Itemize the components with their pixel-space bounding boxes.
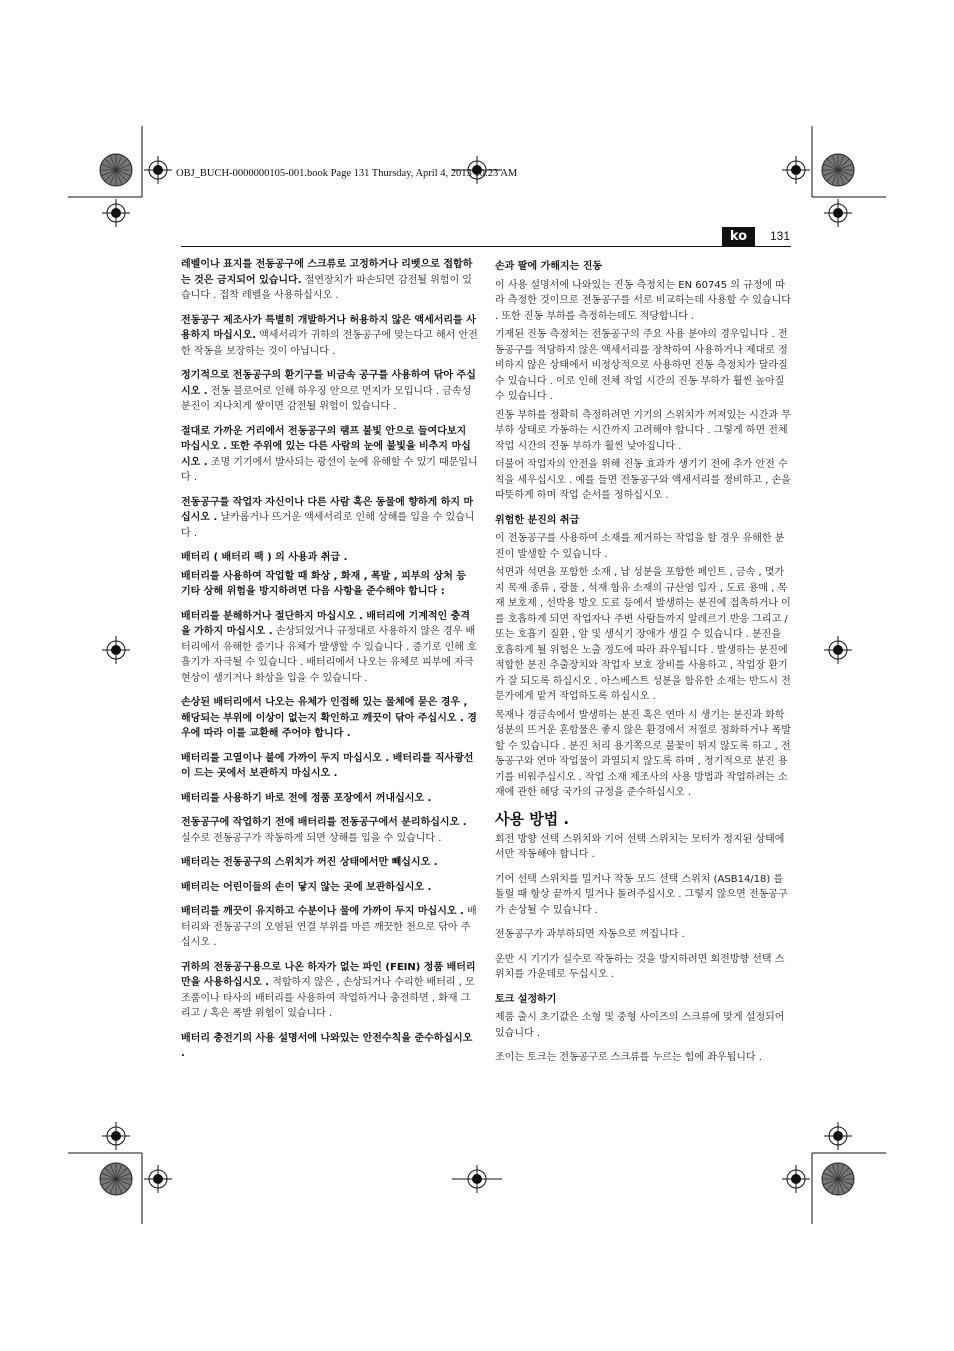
paragraph <box>181 695 479 742</box>
body-text: 석면과 석면을 포함한 소재 , 납 성분을 포함한 페인트 , 금속 , 몇가지 목재 종류 , 광물 , 석재 함유 소재의 규산염 입자 , 도료 용매 , 목재 보호제 , 선박용 방오 도료 등에서 발생하는 분진에 접촉하거나 이를 호흡하게 되면 작업자나 주변 사람들까지 알레르기 반응 그리고 / 또는 호흡기 질환 , 암 및 생식기 장애가 생길 수 있습니다 . 분진을 호흡하게 될 위험은 노출 정도에 따라 좌우됩니다 . 발생하는 분진에 적합한 분진 추출장치와 작업자 보호 장비를 사용하고 , 작업장 환기가 잘 되도록 하십시오 . 아스베스트 성분을 함유한 소재는 반드시 전문가에게 맡겨 작업하도록 하십시오 . <box>495 567 791 702</box>
paragraph <box>495 1050 791 1066</box>
paragraph <box>495 408 791 455</box>
bold-lead: 전동공구 제조사가 특별히 개발하거나 허용하지 않은 액세서리를 사용하지 마십시오. <box>181 314 476 341</box>
body-text: 전동공구가 과부하되면 자동으로 꺼집니다 . <box>495 929 685 940</box>
bold-lead: 배터리를 분해하거나 절단하지 마십시오 . 배터리에 기계적인 충격을 가하지 마십시오 . <box>181 610 470 637</box>
paragraph <box>495 457 791 504</box>
body-text: 손상되었거나 규정대로 사용하지 않은 경우 배터리에서 유해한 증기나 유체가 발생할 수 있습니다 . 증기로 인해 호흡기가 자극될 수 있습니다 . 배터리에서 나오는 유체로 피부에 자극 현상이 생기거나 화상을 입을 수 있습니다 . <box>181 626 477 684</box>
left-column <box>181 257 479 1071</box>
paragraph <box>181 495 479 542</box>
body-text: 제품 출시 초기값은 소형 및 중형 사이즈의 스크류에 맞게 설정되어 있습니다 . <box>495 1012 785 1039</box>
paragraph <box>181 815 479 846</box>
paragraph <box>495 832 791 863</box>
section-heading: 토크 설정하기 <box>495 993 557 1005</box>
body-text: 기재된 진동 측정치는 전동공구의 주요 사용 분야의 경우입니다 . 전동공구를 적당하지 않은 액세서리를 장착하여 사용하거나 제대로 정비하지 않은 상태에서 비정상적으로 사용하면 진동 측정치가 달라질 수 있습니다 . 이로 인해 전체 작업 시간의 진동 부하가 훨씬 높아질 수 있습니다 . <box>495 329 788 402</box>
bold-lead: 배터리 충전기의 사용 설명서에 나와있는 안전수칙을 준수하십시오 . <box>181 1032 473 1059</box>
body-text: 절연장치가 파손되면 감전될 위험이 있습니다 . 접착 레벨을 사용하십시오 . <box>181 274 472 301</box>
body-text: 회전 방향 선택 스위치와 기어 선택 스위치는 모터가 정지된 상태에서만 작동해야 합니다 . <box>495 833 785 860</box>
body-text: 전동 블로어로 인해 하우징 안으로 먼지가 모입니다 . 금속성 분진이 지나치게 쌓이면 감전될 위험이 있습니다 . <box>181 385 472 412</box>
book-info-line: OBJ_BUCH-0000000105-001.book Page 131 Thursday, April 4, 2013 10:23 AM <box>176 168 518 179</box>
bold-lead: 전동공구를 작업자 자신이나 다른 사람 혹은 동물에 향하게 하지 마십시오 . <box>181 496 474 523</box>
body-text: 운반 시 기기가 실수로 작동하는 것을 방지하려면 회전방향 선택 스위치를 가운데로 두십시오 . <box>495 953 785 980</box>
paragraph <box>495 927 791 943</box>
paragraph <box>495 565 791 705</box>
section-heading: 배터리 ( 배터리 팩 ) 의 사용과 취급 . <box>181 552 348 563</box>
bold-lead: 배터리를 깨끗이 유지하고 수분이나 물에 가까이 두지 마십시오 . <box>181 906 464 917</box>
body-text: 적합하지 않은 , 손상되거나 수리한 배터리 , 모조품이나 타사의 배터리를 사용하여 작업하거나 충전하면 , 화재 그리고 / 혹은 폭발 위험이 있습니다 . <box>181 977 475 1019</box>
paragraph <box>181 960 479 1022</box>
bold-lead: 배터리를 사용하기 바로 전에 정품 포장에서 꺼내십시오 . <box>181 792 432 804</box>
bold-lead: 정기적으로 전동공구의 환기구를 비금속 공구를 사용하여 닦아 주십시오 . <box>181 370 476 397</box>
paragraph <box>181 424 479 486</box>
bold-lead: 전동공구에 작업하기 전에 배터리를 전동공구에서 분리하십시오 . <box>181 817 467 828</box>
paragraph <box>181 313 479 360</box>
paragraph <box>495 278 791 325</box>
paragraph <box>181 880 479 896</box>
bold-lead: 배터리는 어린이들의 손이 닿지 않는 곳에 보관하십시오 . <box>181 881 432 893</box>
body-text: 날카롭거나 뜨거운 액세서리로 인해 상해를 입을 수 있습니다 . <box>181 512 475 539</box>
paragraph <box>181 569 479 600</box>
body-text: 조명 기기에서 발사되는 광선이 눈에 유해할 수 있기 때문입니다 . <box>181 456 478 483</box>
body-text: 기어 선택 스위치를 밀거나 작동 모드 선택 스위치 (ASB14/18) 를 돌릴 때 항상 끝까지 밀거나 돌려주십시오 . 그렇지 않으면 전동공구가 손상될 수 있습니다 . <box>495 873 788 916</box>
paragraph <box>181 1031 479 1062</box>
paragraph <box>181 904 479 951</box>
major-heading: 사용 방법 . <box>495 809 570 828</box>
body-text: 더불어 작업자의 안전을 위해 진동 효과가 생기기 전에 추가 안전 수칙을 세우십시오 . 예를 들면 전동공구와 액세서리를 정비하고 , 손을 따뜻하게 하며 작업 순서를 정하십시오 . <box>495 459 791 501</box>
paragraph <box>495 327 791 405</box>
body-text: 이 사용 설명서에 나와있는 진동 측정치는 EN 60745 의 규정에 따라 측정한 것이므로 전동공구를 서로 비교하는데 사용할 수 있습니다 . 또한 진동 부하를 측정하는데도 적당합니다 . <box>495 279 791 322</box>
paragraph <box>495 531 791 562</box>
paragraph <box>181 751 479 782</box>
bold-lead: 배터리를 고열이나 불에 가까이 두지 마십시오 . 배터리를 직사광선이 드는 곳에서 보관하지 마십시오 . <box>181 752 474 779</box>
bold-lead: 귀하의 전동공구용으로 나온 하자가 없는 파인 (FEIN) 정품 배터리만을 사용하십시오 . <box>181 961 476 988</box>
body-text: 조이는 토크는 전동공구로 스크류를 누르는 힘에 좌우됩니다 . <box>495 1052 762 1063</box>
paragraph <box>495 872 791 919</box>
paragraph <box>495 1010 791 1041</box>
header-rule <box>181 246 791 247</box>
bold-lead: 절대로 가까운 거리에서 전동공구의 램프 불빛 안으로 들여다보지 마십시오 . 또한 주위에 있는 다른 사람의 눈에 불빛을 비추지 마십시오 . <box>181 425 471 468</box>
bold-lead: 레벨이나 표지를 전동공구에 스크류로 고정하거나 리벳으로 접합하는 것은 금지되어 있습니다. <box>181 259 473 286</box>
body-text: 목재나 경금속에서 발생하는 분진 혹은 연마 시 생기는 분진과 화학 성분의 뜨거운 혼합물은 좋지 않은 환경에서 저절로 점화하거나 폭발할 수 있습니다 . 분진 처리 용기쪽으로 불꽃이 튀지 않도록 하고 , 전동공구와 연마 작업물이 과열되지 않도록 하며 , 정기적으로 분진 용기를 비워주십시오 . 작업 소재 제조사의 사용 방법과 작업하려는 소재에 관한 해당 국가의 규정을 준수하십시오 . <box>495 709 791 798</box>
section-heading: 손과 팔에 가해지는 진동 <box>495 261 603 272</box>
bold-lead: 손상된 배터리에서 나오는 유체가 인접해 있는 물체에 묻은 경우 , 해당되는 부위에 이상이 없는지 확인하고 깨끗이 닦아 주십시오 . 경우에 따라 이를 교환해 주어야 합니다 . <box>181 697 477 739</box>
section-heading: 위험한 분진의 취급 <box>495 514 580 526</box>
body-text: 실수로 전동공구가 작동하게 되면 상해를 입을 수 있습니다 . <box>181 832 442 844</box>
language-badge: ko <box>722 227 755 246</box>
paragraph <box>181 368 479 415</box>
body-text: 진동 부하를 정확히 측정하려면 기기의 스위치가 꺼져있는 시간과 무부하 상태로 가동하는 시간까지 고려해야 합니다 . 그렇게 하면 전체 작업 시간의 진동 부하가 훨씬 낮아집니다 . <box>495 409 791 452</box>
paragraph <box>181 609 479 687</box>
page-number: 131 <box>770 229 791 243</box>
bold-lead: 배터리를 사용하여 작업할 때 화상 , 화재 , 폭발 , 피부의 상처 등 기타 상해 위험을 방지하려면 다음 사항을 준수해야 합니다 : <box>181 570 467 597</box>
paragraph <box>181 855 479 871</box>
paragraph <box>181 791 479 807</box>
body-text: 액세서리가 귀하의 전동공구에 맞는다고 해서 안전한 작동을 보장하는 것이 아닙니다 . <box>181 330 478 357</box>
body-text: 이 전동공구를 사용하여 소재를 제거하는 작업을 할 경우 유해한 분진이 발생할 수 있습니다 . <box>495 533 785 560</box>
paragraph <box>495 952 791 983</box>
right-column <box>495 257 791 1075</box>
paragraph <box>495 708 791 801</box>
paragraph <box>181 257 479 304</box>
bold-lead: 배터리는 전동공구의 스위치가 꺼진 상태에서만 빼십시오 . <box>181 857 438 868</box>
body-text: 배터리와 전동공구의 오염된 연결 부위를 마른 깨끗한 천으로 닦아 주십시오 . <box>181 906 477 948</box>
